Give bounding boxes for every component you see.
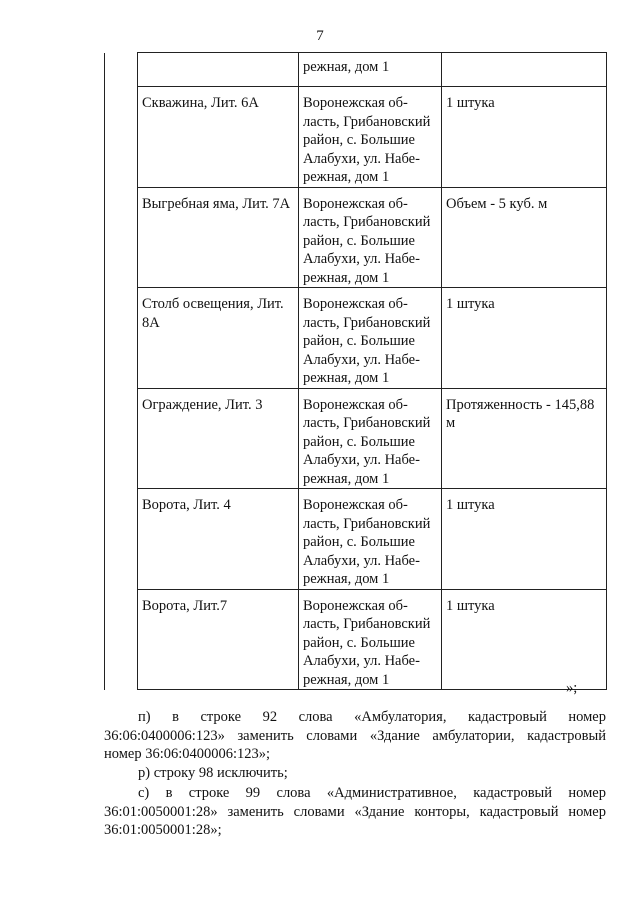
address-line: район, с. Большие [303,433,415,450]
paragraph-line: 36:01:0050001:28»; [104,822,222,838]
object-name-cell: Ворота, Лит.7 [138,589,299,690]
object-name-cell [138,53,299,87]
quantity-cell: Протяженность - 145,88 м [442,388,607,489]
paragraph-line: р) строку 98 исключить; [138,765,288,781]
object-name-cell: Столб освещения, Лит. 8А [138,288,299,389]
address-line: район, с. Большие [303,232,415,249]
address-cell [299,87,442,188]
paragraph-s [104,784,606,840]
address-line: Алабухи, ул. Набе- [303,552,420,569]
closing-quote: »; [566,680,578,696]
row-number-cell [105,489,138,590]
row-number-cell [105,187,138,288]
address-line: режная, дом 1 [303,370,390,386]
address-line: Алабухи, ул. Набе- [303,452,420,468]
row-number-cell [105,589,138,690]
address-line: ласть, Грибановский [303,314,431,331]
table-row [105,388,607,489]
paragraph-line: п) в строке 92 слова «Амбулатория, кадастровый номер [138,709,606,725]
address-cell: режная, дом 1 [299,53,442,87]
address-cell [299,589,442,690]
quantity-cell: 1 штука [442,288,607,389]
table-row [105,589,607,690]
row-number-cell [105,288,138,389]
address-line: ласть, Грибановский [303,415,431,431]
address-line: режная, дом 1 [303,571,390,587]
object-name-cell: Выгребная яма, Лит. 7А [138,187,299,288]
address-line: район, с. Большие [303,634,415,651]
address-cell [299,187,442,288]
paragraph-line: 36:06:0400006:123» заменить словами «Здание амбулатории, кадастровый [104,727,606,744]
quantity-cell [442,53,607,87]
page-number: 7 [316,28,324,44]
paragraph-line: номер 36:06:0400006:123»; [104,746,271,762]
row-number-cell [105,53,138,87]
address-line: район, с. Большие [303,534,415,550]
address-line: Алабухи, ул. Набе- [303,653,420,669]
address-cell [299,489,442,590]
address-line: Воронежская об- [303,396,408,413]
object-name-cell: Ворота, Лит. 4 [138,489,299,590]
quantity-cell: 1 штука [442,489,607,590]
table-row [105,187,607,288]
address-line: режная, дом 1 [303,470,390,487]
object-name-cell: Скважина, Лит. 6А [138,87,299,188]
address-line: район, с. Большие [303,132,415,148]
quantity-cell: 1 штука [442,589,607,690]
address-line: ласть, Грибановский [303,616,431,632]
paragraph-p [104,708,606,764]
address-cell [299,388,442,489]
paragraph-line: с) в строке 99 слова «Административное, кадастровый номер [138,785,606,801]
address-line: Воронежская об- [303,195,408,212]
address-line: ласть, Грибановский [303,113,431,130]
address-cell [299,288,442,389]
address-line: Алабухи, ул. Набе- [303,351,420,368]
table-row [105,87,607,188]
address-line: ласть, Грибановский [303,515,431,532]
address-line: режная, дом 1 [303,269,390,286]
quantity-cell: 1 штука [442,87,607,188]
paragraph-r [104,764,606,783]
property-table [104,52,607,690]
address-line: Алабухи, ул. Набе- [303,150,420,167]
address-line: Воронежская об- [303,597,408,614]
table-row [105,288,607,389]
address-line: режная, дом 1 [303,169,390,185]
address-line: район, с. Большие [303,333,415,349]
quantity-cell: Объем - 5 куб. м [442,187,607,288]
table-row [105,53,607,87]
row-number-cell [105,87,138,188]
address-line: ласть, Грибановский [303,214,431,230]
paragraph-line: 36:01:0050001:28» заменить словами «Здание конторы, кадастровый номер [104,803,606,820]
address-line: Алабухи, ул. Набе- [303,251,420,267]
row-number-cell [105,388,138,489]
object-name-cell: Ограждение, Лит. 3 [138,388,299,489]
address-line: Воронежская об- [303,296,408,312]
address-line: Воронежская об- [303,497,408,513]
address-line: режная, дом 1 [303,671,390,688]
address-line: Воронежская об- [303,95,408,111]
table-row [105,489,607,590]
